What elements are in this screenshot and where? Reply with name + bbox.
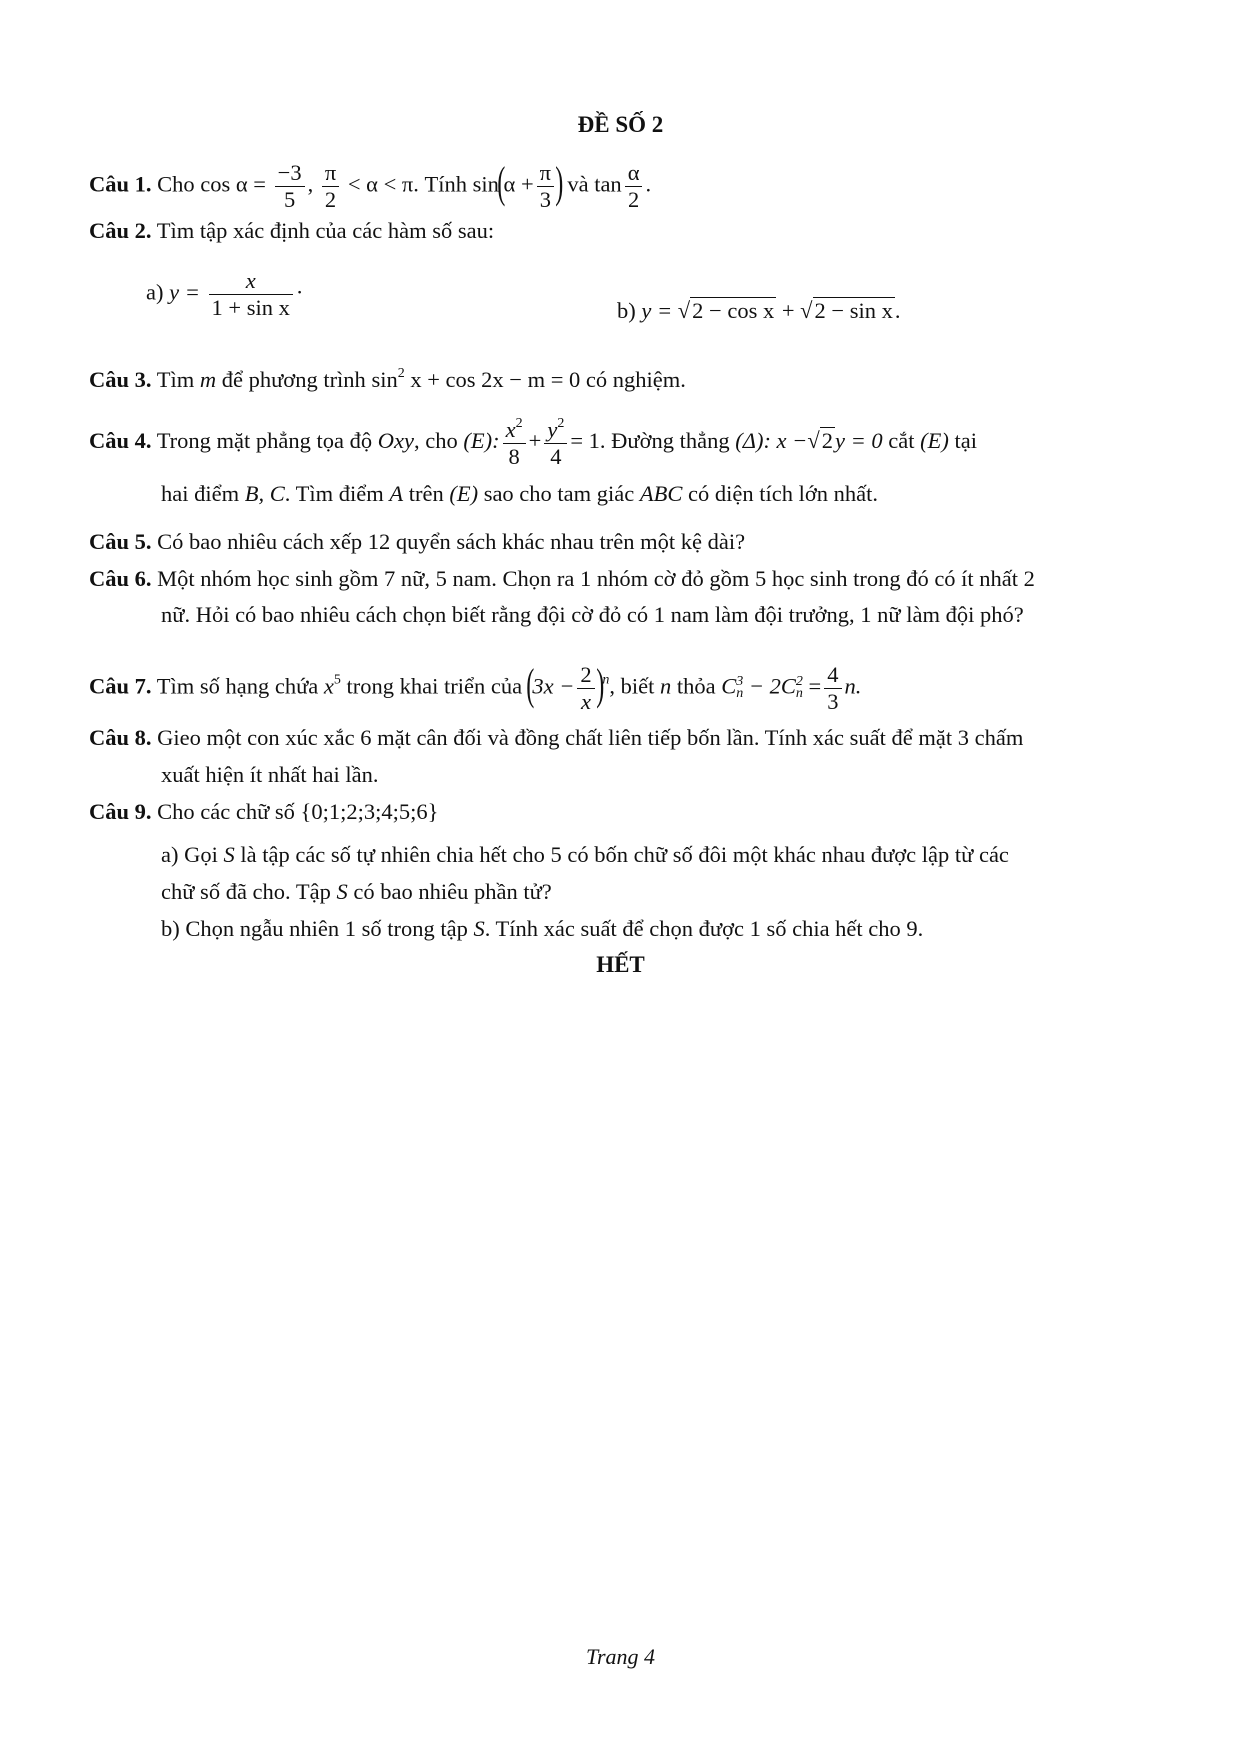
q2-b-y: y = (641, 298, 673, 323)
q4-l2-text1: hai điểm (161, 481, 240, 506)
question-8-line-1 (89, 723, 1023, 753)
q9-part-b (161, 914, 923, 944)
q1-cos: cos α = (200, 171, 267, 197)
q7-text1: Tìm số hạng chứa (156, 673, 319, 699)
q4-delta: (Δ): x − (735, 428, 808, 454)
q9-S: S (223, 842, 235, 867)
q1-fraction: $\frac{-3}{5}$ (275, 160, 305, 213)
q3-eq-sin: sin (371, 367, 398, 392)
question-1: Câu 1. Cho cos α = $\frac{-3}{5}$ , $\frac{\pi}{2}$ < α < π. Tính sin(α + $\frac{\pi}{3}$ ) và tan $\frac{\alpha}{2}$ . (89, 158, 652, 212)
q7-eq: = (808, 673, 822, 699)
q4-l2-text3: trên (408, 481, 444, 506)
q4-text3: . Đường thẳng (599, 428, 730, 454)
question-3-label: Câu 3. (89, 367, 152, 392)
q7-minus: − 2C (748, 673, 796, 699)
q3-m: m (199, 367, 217, 392)
q4-x-fraction: $\frac{x^2}{8}$ (503, 416, 526, 470)
q1-sin: sin (472, 171, 499, 197)
q7-C: C (721, 673, 737, 699)
q4-E2: (E) (920, 428, 949, 454)
q2-a-fraction: $\frac{x}{\text{1 + sin x}}$ (209, 268, 293, 321)
question-1-label: Câu 1. (89, 171, 152, 197)
q2-a-label: a) (146, 279, 164, 305)
q9-b-2: . Tính xác suất để chọn được 1 số chia hết cho 9. (484, 916, 924, 941)
q4-text1: Trong mặt phẳng tọa độ (156, 428, 373, 454)
q2-b-plus: + (781, 298, 795, 323)
q4-bc: B, C (244, 481, 285, 506)
q3-text1: Tìm (156, 367, 195, 392)
question-7: Câu 7. Tìm số hạng chứa $x^5$ trong khai triển của (3x − $\frac{2}{x}$ )$^n$, biết n thỏa C 3 n − 2C 2 n = $\frac{4}{3}$ n. (89, 660, 862, 714)
q4-text5: tại (954, 428, 977, 454)
q9-S-3: S (473, 916, 485, 941)
question-4-line-1 (89, 416, 977, 470)
exam-title: ĐỀ SỐ 2 (577, 112, 664, 137)
question-2-label: Câu 2. (89, 218, 152, 243)
q2-b-sqrt-1: √2 − cos x (677, 298, 775, 323)
q4-l2-text2: . Tìm điểm (284, 481, 384, 506)
q7-inner: 3x − (532, 673, 575, 699)
q1-tan: tan (594, 171, 622, 197)
question-8-line-2 (161, 760, 378, 790)
q2-b-label: b) (617, 298, 636, 323)
q9-text: Cho các chữ số (157, 799, 295, 824)
q4-E3: (E) (449, 481, 479, 506)
q2-text: Tìm tập xác định của các hàm số sau: (156, 218, 495, 243)
question-6-line-2 (161, 600, 1024, 630)
q4-y-fraction: $\frac{y^2}{4}$ (544, 416, 567, 470)
q2-part-a (146, 268, 303, 321)
q4-l2-text4: sao cho tam giác (483, 481, 635, 506)
q9-part-a-line-1 (161, 840, 1009, 870)
q7-c2-indices: 2 n (795, 674, 803, 702)
q2-b-dot: . (894, 298, 901, 323)
question-7-label: Câu 7. (89, 673, 152, 699)
q4-A: A (389, 481, 404, 506)
question-9-label: Câu 9. (89, 799, 152, 824)
q4-text4: cắt (888, 428, 915, 454)
q3-eq-sup: 2 (397, 366, 405, 381)
q7-rn: n. (844, 673, 862, 699)
q4-l2-text5: có diện tích lớn nhất. (688, 481, 878, 506)
q7-n: n (659, 673, 672, 699)
q1-alpha-half: $\frac{\alpha}{2}$ (625, 160, 643, 213)
q1-dot: . (645, 171, 652, 197)
q8-line1: Gieo một con xúc xắc 6 mặt cân đối và đồng chất liên tiếp bốn lần. Tính xác suất để mặt 3 chấm (157, 725, 1024, 750)
question-4-line-2 (161, 479, 878, 509)
page-number: Trang 4 (585, 1644, 656, 1669)
q7-fraction: $\frac{2}{x}$ (577, 662, 594, 715)
q4-oxy: Oxy (377, 428, 415, 454)
q9-a1-1: a) Gọi (161, 842, 218, 867)
q7-text2: trong khai triển của (346, 673, 523, 699)
q4-yeq: y = 0 (834, 428, 883, 454)
q9-a1-2: là tập các số tự nhiên chia hết cho 5 có bốn chữ số đôi một khác nhau được lập từ các (240, 842, 1009, 867)
q6-line2: nữ. Hỏi có bao nhiêu cách chọn biết rằng đội cờ đỏ có 1 nam làm đội trưởng, 1 nữ làm đội phó? (161, 602, 1024, 627)
q9-a2-1: chữ số đã cho. Tập (161, 879, 331, 904)
q7-n-sup: n (602, 672, 610, 688)
question-9 (89, 797, 438, 827)
question-5-label: Câu 5. (89, 529, 152, 554)
q7-x-sup: 5 (333, 672, 341, 688)
q4-text2: , cho (414, 428, 458, 454)
q9-S-2: S (336, 879, 348, 904)
q3-eq-rest: x + cos 2x − m = 0 (410, 367, 581, 392)
q3-text2: để phương trình (221, 367, 366, 392)
question-6-line-1 (89, 564, 1035, 594)
q9-part-a-line-2 (161, 877, 552, 907)
q6-line1: Một nhóm học sinh gồm 7 nữ, 5 nam. Chọn ra 1 nhóm cờ đỏ gồm 5 học sinh trong đó có ít nhất 2 (157, 566, 1035, 591)
q1-pi-third: $\frac{\pi}{3}$ (537, 160, 554, 213)
q9-b-1: b) Chọn ngẫu nhiên 1 số trong tập (161, 916, 468, 941)
end-marker: HẾT (596, 952, 645, 977)
q8-line2: xuất hiện ít nhất hai lần. (161, 762, 379, 787)
q7-ratio: $\frac{4}{3}$ (824, 662, 841, 715)
q1-inequality: < α < π (347, 171, 414, 197)
q7-c1-indices: 3 n (736, 674, 744, 702)
q5-text: Có bao nhiêu cách xếp 12 quyển sách khác nhau trên một kệ dài? (157, 529, 746, 554)
q2-a-y: y = (169, 279, 200, 305)
q2-part-b (617, 296, 900, 326)
q1-text2: . Tính (413, 171, 467, 197)
q4-abc: ABC (639, 481, 683, 506)
question-2 (89, 216, 494, 246)
q2-a-dot: · (295, 279, 304, 305)
q1-and: và (567, 171, 589, 197)
q4-sqrt2: √2 (807, 428, 833, 454)
question-8-label: Câu 8. (89, 725, 152, 750)
question-4-label: Câu 4. (89, 428, 152, 454)
q7-text3: , biết (609, 673, 655, 699)
q4-E: (E): (463, 428, 500, 454)
q3-text3: có nghiệm. (585, 367, 686, 392)
q4-eq1: = 1 (570, 428, 600, 454)
q1-pi-half: $\frac{\pi}{2}$ (322, 160, 339, 213)
q2-b-sqrt-2: √2 − sin x (800, 298, 893, 323)
q7-x: x (323, 673, 334, 699)
q7-text4: thỏa (676, 673, 716, 699)
question-3 (89, 359, 686, 395)
q1-text: Cho (157, 171, 195, 197)
q4-plus: + (528, 428, 542, 454)
q9-a2-2: có bao nhiêu phần tử? (353, 879, 552, 904)
question-6-label: Câu 6. (89, 566, 152, 591)
q9-set: {0;1;2;3;4;5;6} (300, 799, 439, 824)
q1-comma: , (307, 171, 314, 197)
q1-alpha-plus: α + (503, 171, 534, 197)
question-5 (89, 527, 745, 557)
